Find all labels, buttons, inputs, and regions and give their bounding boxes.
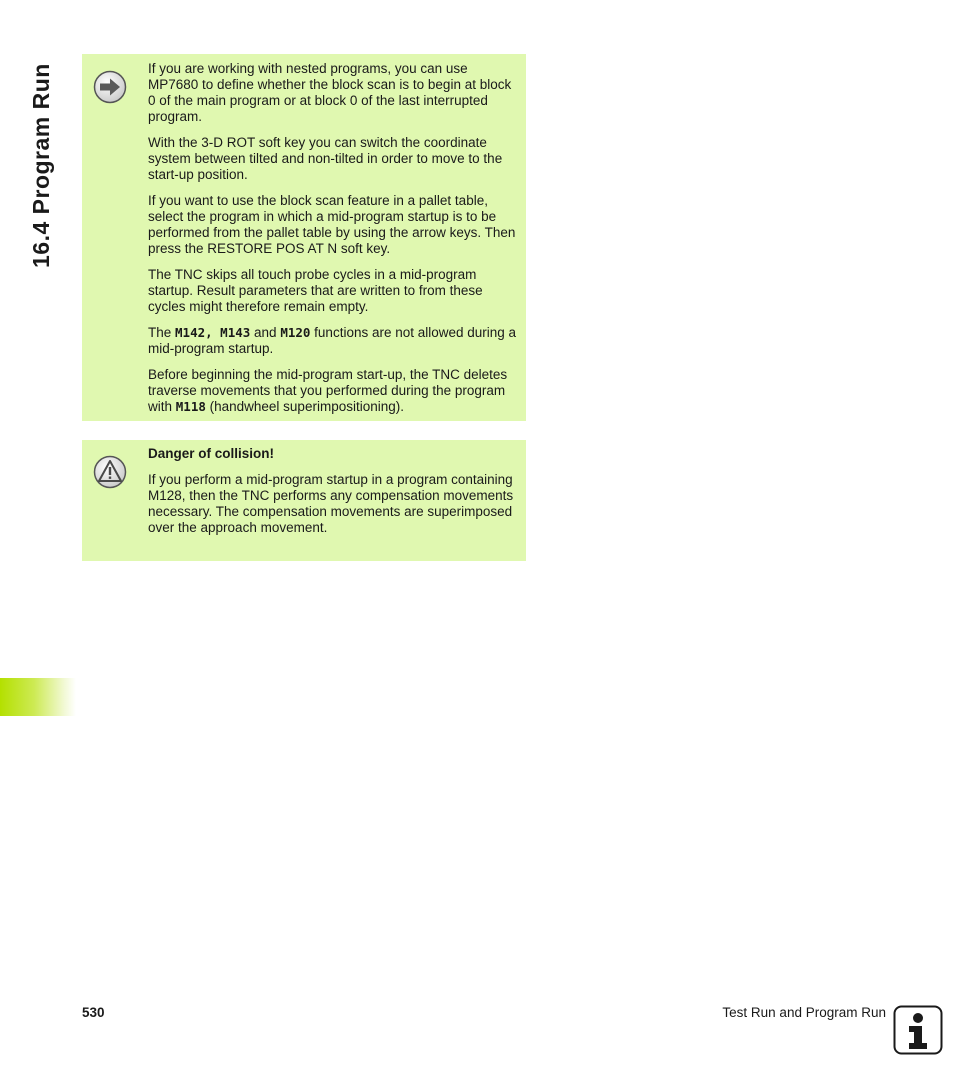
note-paragraph: If you are working with nested programs, you can use MP7680 to define whether the block scan is to begin at block 0 of the main program or at block 0 of the last interrupted program. [148, 61, 512, 124]
code-m118: M118 [175, 399, 206, 414]
info-icon [893, 1005, 943, 1055]
note-box [82, 54, 526, 421]
code-m142-m143: M142, M143 [175, 325, 251, 340]
note-text [148, 61, 518, 425]
note-paragraph: If you want to use the block scan feature in a pallet table, select the program in which a mid-program startup is to be performed from the pallet table by using the arrow keys. Then press the RESTORE POS AT N soft key. [148, 193, 516, 256]
section-title: 16.4 Program Run [28, 63, 54, 268]
warning-paragraph: If you perform a mid-program startup in a program containing M128, then the TNC performs any compensation movements necessary. The compensation movements are superimposed over the approach movement. [148, 472, 514, 535]
warning-box [82, 440, 526, 561]
text-fragment: The [148, 325, 176, 340]
note-paragraph [148, 367, 518, 415]
text-fragment: and [250, 325, 281, 340]
page-number: 530 [82, 1005, 105, 1020]
code-m120: M120 [280, 325, 311, 340]
warning-triangle-icon [93, 455, 127, 489]
note-paragraph [148, 325, 518, 357]
chapter-tab [0, 678, 76, 716]
text-fragment: Before beginning the mid-program start-up, the TNC deletes traverse movements that you performed during the program with [148, 367, 508, 414]
note-paragraph: With the 3-D ROT soft key you can switch the coordinate system between tilted and non-tilted in order to move to the start-up position. [148, 135, 503, 182]
note-paragraph: The TNC skips all touch probe cycles in a mid-program startup. Result parameters that are written to from these cycles might therefore remain empty. [148, 267, 483, 314]
footer-chapter-title: Test Run and Program Run [722, 1005, 886, 1020]
arrow-right-icon [93, 70, 127, 104]
warning-heading: Danger of collision! [148, 446, 275, 461]
warning-text [148, 446, 518, 546]
text-fragment: (handwheel superimpositioning). [205, 399, 404, 414]
text-fragment: functions are not allowed during a mid-program startup. [148, 325, 517, 356]
